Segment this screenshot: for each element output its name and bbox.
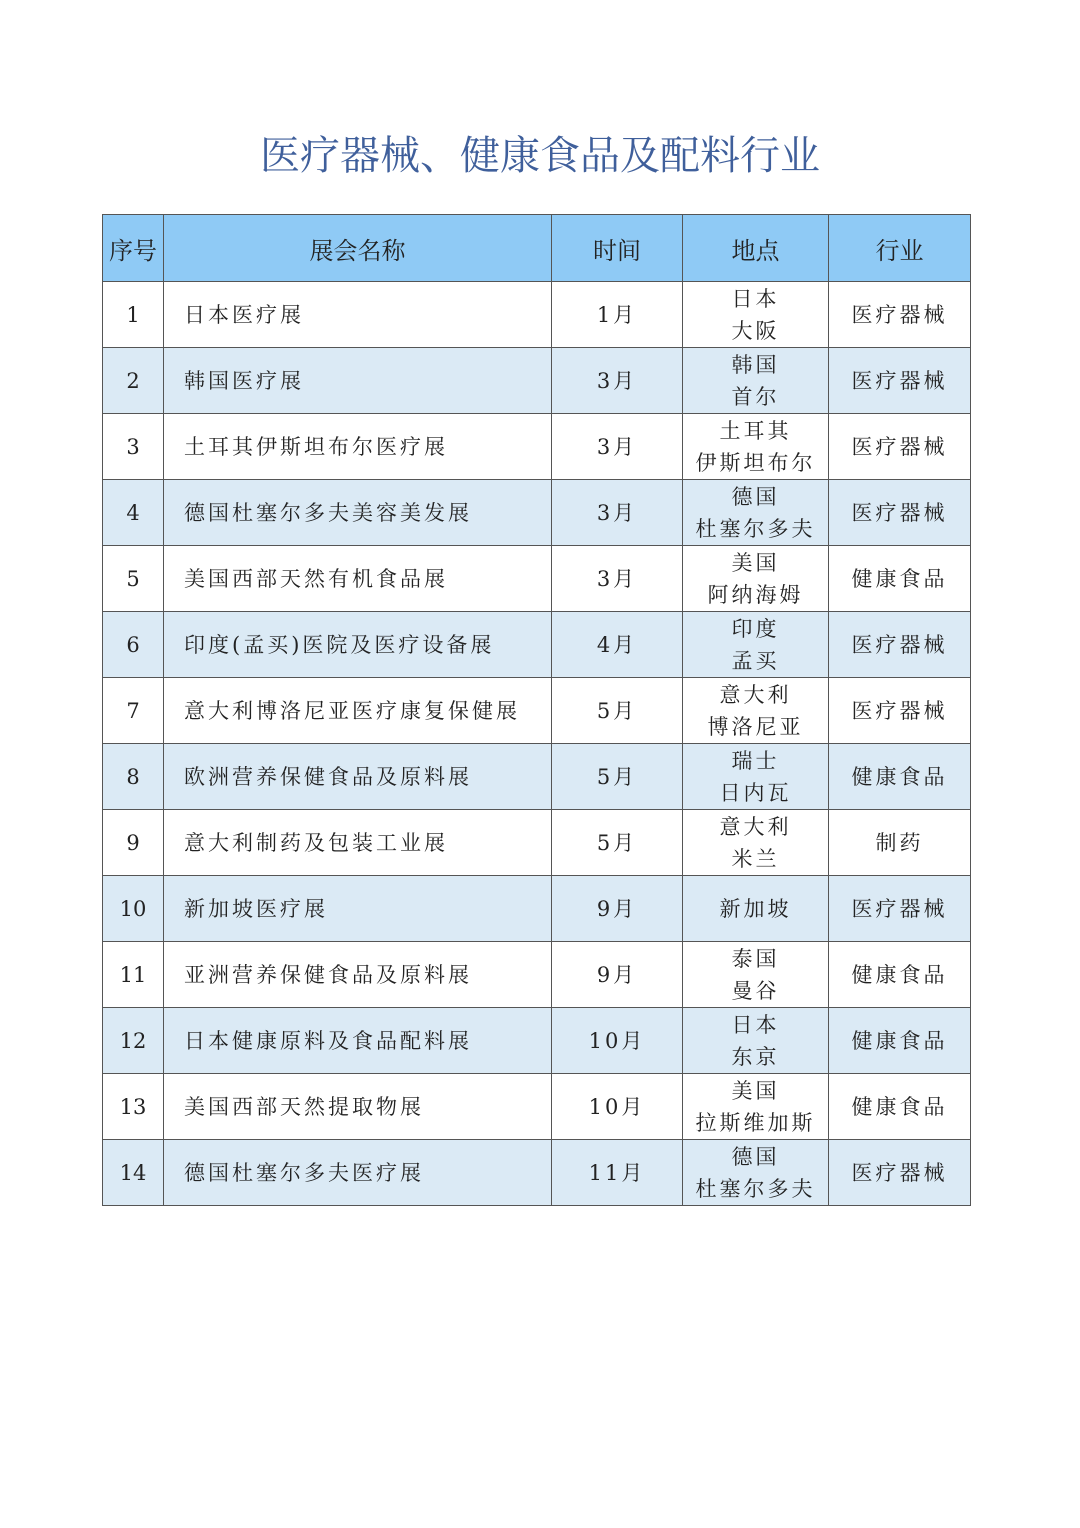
row-expo-name: 日本健康原料及食品配料展 — [164, 1008, 552, 1074]
row-location — [683, 744, 829, 810]
row-time: 9月 — [552, 942, 683, 1008]
location-line: 大阪 — [731, 318, 780, 343]
location-line: 瑞士 — [731, 748, 780, 773]
location-line: 日本 — [731, 1012, 780, 1037]
row-industry: 健康食品 — [829, 1074, 971, 1140]
row-expo-name: 德国杜塞尔多夫医疗展 — [164, 1140, 552, 1206]
page-title: 医疗器械、健康食品及配料行业 — [260, 133, 820, 179]
location-line: 博洛尼亚 — [707, 714, 804, 739]
location-line: 德国 — [731, 1144, 780, 1169]
row-industry: 医疗器械 — [829, 480, 971, 546]
location-line: 日本 — [731, 286, 780, 311]
row-location — [683, 612, 829, 678]
row-location — [683, 348, 829, 414]
row-industry: 健康食品 — [829, 546, 971, 612]
table-row — [103, 810, 971, 876]
row-serial: 5 — [103, 546, 164, 612]
row-expo-name: 印度(孟买)医院及医疗设备展 — [164, 612, 552, 678]
location-line: 拉斯维加斯 — [695, 1110, 816, 1135]
row-serial: 7 — [103, 678, 164, 744]
row-time: 11月 — [552, 1140, 683, 1206]
row-location — [683, 942, 829, 1008]
location-line: 意大利 — [719, 814, 792, 839]
location-line: 新加坡 — [719, 896, 792, 921]
row-time: 4月 — [552, 612, 683, 678]
row-location — [683, 1140, 829, 1206]
row-industry: 医疗器械 — [829, 612, 971, 678]
table-row — [103, 612, 971, 678]
row-time: 5月 — [552, 810, 683, 876]
row-industry: 医疗器械 — [829, 678, 971, 744]
row-serial: 1 — [103, 282, 164, 348]
row-serial: 13 — [103, 1074, 164, 1140]
row-serial: 2 — [103, 348, 164, 414]
location-line: 东京 — [731, 1044, 780, 1069]
row-serial: 12 — [103, 1008, 164, 1074]
table-row — [103, 546, 971, 612]
location-line: 阿纳海姆 — [707, 582, 804, 607]
location-line: 曼谷 — [731, 978, 780, 1003]
row-serial: 11 — [103, 942, 164, 1008]
row-serial: 3 — [103, 414, 164, 480]
row-time: 5月 — [552, 678, 683, 744]
row-industry: 制药 — [829, 810, 971, 876]
row-location — [683, 282, 829, 348]
location-line: 孟买 — [731, 648, 780, 673]
row-time: 1月 — [552, 282, 683, 348]
row-industry: 医疗器械 — [829, 348, 971, 414]
location-line: 泰国 — [731, 946, 780, 971]
row-industry: 健康食品 — [829, 942, 971, 1008]
table-row — [103, 1008, 971, 1074]
row-time: 3月 — [552, 414, 683, 480]
location-line: 美国 — [731, 550, 780, 575]
row-time: 9月 — [552, 876, 683, 942]
row-expo-name: 新加坡医疗展 — [164, 876, 552, 942]
header-location: 地点 — [683, 215, 829, 282]
row-location — [683, 1008, 829, 1074]
row-industry: 健康食品 — [829, 1008, 971, 1074]
row-expo-name: 意大利博洛尼亚医疗康复保健展 — [164, 678, 552, 744]
row-location — [683, 414, 829, 480]
row-serial: 14 — [103, 1140, 164, 1206]
row-time: 3月 — [552, 546, 683, 612]
row-serial: 8 — [103, 744, 164, 810]
row-expo-name: 意大利制药及包装工业展 — [164, 810, 552, 876]
table-row — [103, 1140, 971, 1206]
row-expo-name: 德国杜塞尔多夫美容美发展 — [164, 480, 552, 546]
row-location — [683, 810, 829, 876]
header-serial: 序号 — [103, 215, 164, 282]
row-location — [683, 1074, 829, 1140]
row-industry: 医疗器械 — [829, 876, 971, 942]
location-line: 杜塞尔多夫 — [695, 516, 816, 541]
location-line: 杜塞尔多夫 — [695, 1176, 816, 1201]
row-serial: 4 — [103, 480, 164, 546]
row-expo-name: 日本医疗展 — [164, 282, 552, 348]
row-industry: 医疗器械 — [829, 414, 971, 480]
location-line: 意大利 — [719, 682, 792, 707]
row-serial: 9 — [103, 810, 164, 876]
row-expo-name: 韩国医疗展 — [164, 348, 552, 414]
exhibition-table — [102, 214, 971, 1206]
table-row — [103, 744, 971, 810]
location-line: 首尔 — [731, 384, 780, 409]
table-row — [103, 876, 971, 942]
table-row — [103, 678, 971, 744]
row-time: 3月 — [552, 348, 683, 414]
row-industry: 医疗器械 — [829, 282, 971, 348]
table-body — [103, 282, 971, 1206]
row-expo-name: 欧洲营养保健食品及原料展 — [164, 744, 552, 810]
row-time: 5月 — [552, 744, 683, 810]
location-line: 伊斯坦布尔 — [695, 450, 816, 475]
table-row — [103, 414, 971, 480]
row-time: 10月 — [552, 1008, 683, 1074]
location-line: 日内瓦 — [719, 780, 792, 805]
row-industry: 医疗器械 — [829, 1140, 971, 1206]
row-expo-name: 美国西部天然有机食品展 — [164, 546, 552, 612]
location-line: 德国 — [731, 484, 780, 509]
header-expo-name: 展会名称 — [164, 215, 552, 282]
location-line: 美国 — [731, 1078, 780, 1103]
table-row — [103, 480, 971, 546]
location-line: 米兰 — [731, 846, 780, 871]
row-expo-name: 亚洲营养保健食品及原料展 — [164, 942, 552, 1008]
header-industry: 行业 — [829, 215, 971, 282]
row-location — [683, 678, 829, 744]
table-header-row — [103, 215, 971, 282]
row-expo-name: 美国西部天然提取物展 — [164, 1074, 552, 1140]
row-location — [683, 876, 829, 942]
row-location — [683, 480, 829, 546]
table-row — [103, 282, 971, 348]
location-line: 土耳其 — [719, 418, 792, 443]
header-time: 时间 — [552, 215, 683, 282]
row-industry: 健康食品 — [829, 744, 971, 810]
table-row — [103, 942, 971, 1008]
row-time: 3月 — [552, 480, 683, 546]
table-row — [103, 348, 971, 414]
row-expo-name: 土耳其伊斯坦布尔医疗展 — [164, 414, 552, 480]
row-serial: 10 — [103, 876, 164, 942]
row-time: 10月 — [552, 1074, 683, 1140]
row-serial: 6 — [103, 612, 164, 678]
row-location — [683, 546, 829, 612]
location-line: 印度 — [731, 616, 780, 641]
location-line: 韩国 — [731, 352, 780, 377]
table-row — [103, 1074, 971, 1140]
